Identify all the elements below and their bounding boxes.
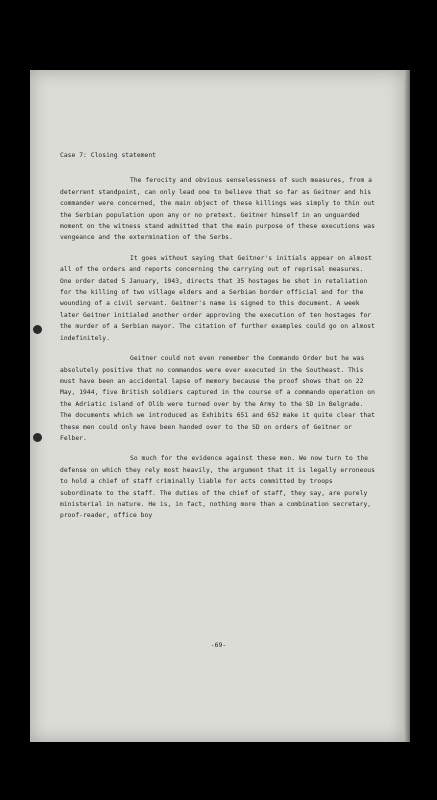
case-heading: Case 7: Closing statement [60,152,157,159]
paragraph-text: It goes without saying that Geitner's initials appear on almost all of the orders and reports concerning the carrying out of reprisal measures. One order dated 5 January, 1943, directs that 35 hostages be shot in retaliation for the killing of two village elders and a Serbian border official and for the wounding of a civil servant. Geitner's name is signed to this document. A week later Geitner initialed another order approving the execution of ten hostages for the murder of a Serbian mayor. The citation of further examples could go on almost indefinitely. [60,254,375,342]
paragraph-4 [60,453,375,521]
document-body [60,150,375,531]
paragraph-text: Geitner could not even remember the Commando Order but he was absolutely positive that no commandos were ever executed in the Southeast. This must have been an accidental lapse of memory because the proof shows that on 22 May, 1944, five British soldiers captured in the course of a commando operation on the Adriatic island of Olib were turned over by the Army to the SD in Belgrade. The documents which we introduced as Exhibits 651 and 652 make it quite clear that these men could only have been handed over to the SD on orders of Geitner or Felber. [60,355,375,442]
paragraph-text: So much for the evidence against these men. We now turn to the defense on which they rely most heavily, the argument that it is legally erroneous to hold a chief of staff criminally liable for acts committed by troops subordinate to the staff. The duties of the chief of staff, they say, are purely ministerial in nature. He is, in fact, nothing more than a combination secretary, proof-reader, office boy [60,455,375,520]
punch-hole [33,325,42,334]
paragraph-text: The ferocity and obvious senselessness of such measures, from a deterrent standpoint, can only lead one to believe that so far as Geitner and his commander were concerned, the main object of these killings was simply to thin out the Serbian population upon any or no pretext. Geitner himself in an unguarded moment on the witness stand admitted that the main purpose of these executions was vengeance and the extermination of the Serbs. [60,177,375,242]
paragraph-1 [60,175,375,243]
page-number: -69- [210,641,227,649]
paragraph-3 [60,353,375,444]
punch-hole [33,433,42,442]
paragraph-2 [60,253,375,344]
